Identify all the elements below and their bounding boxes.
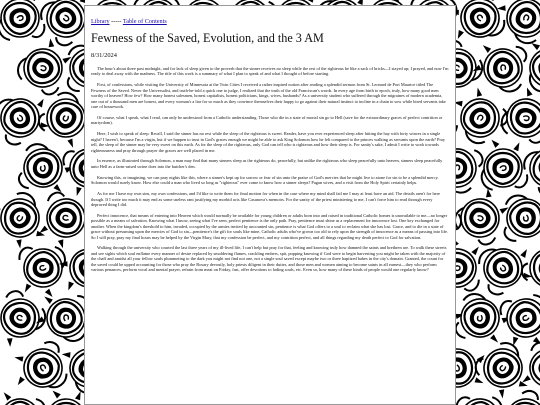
rose-icon: [471, 338, 536, 404]
breadcrumb: [91, 18, 449, 25]
rose-icon: [498, 84, 540, 149]
paragraph-1: The hour's about three past midnight, and for lack of sleep given to the proverb that the sinner receives no sleep while the rest of the righteous be like a sack of bricks—I stayed up; I prayed, and now I'm ready to deal away with the madness. The title of this work is a summary of what I plan to speak of and what I thought of before starting.: [91, 66, 449, 77]
paragraph-2: First, of confessions, while visiting the University of Minnesota at the Twin Cities I received a rather inspired notion after reading a splendid sermon from St. Leonard de Port Maurice titled The Fewness of the Saved. Never the Universalist, and truth-be-told a quick one to judge, I realized that the truth of the old Franciscan's words. In every age from birth to epoch, truly, how many good men worthy of heaven? How few? How many honest salesmen, honest capitalists, honest politicians, kings, wives, husbands? As a university student who suffered through the migraines of modern academia, one out of a thousand men are honest, and every woman's a liar for so much as they convince themselves their happy to go against their natural instinct to incline in a chain to sow while hired servants take care of housework.: [91, 82, 446, 110]
library-link[interactable]: Library: [91, 18, 110, 25]
post-date: 8/31/2024: [91, 52, 117, 59]
paragraph-3: Of course, what I speak, what I read, can only be understood from a Catholic understanding. Those who die in a state of mortal sin go to Hell (save for the extraordinary graces of perfect contrition or martyrdom).: [91, 114, 443, 126]
rose-icon: [470, 36, 531, 94]
rose-icon: [481, 140, 527, 191]
rose-icon: [450, 290, 513, 351]
page-title: Fewness of the Saved, Evolution, and the 3 AM: [91, 31, 324, 45]
rose-icon: [476, 240, 536, 297]
rose-icon: [0, 90, 54, 148]
rose-icon: [491, 387, 540, 405]
content-page: [84, 5, 456, 405]
rose-icon: [446, 81, 512, 148]
paragraph-5: In essence, as illustrated through Solomon, a man may find that many sinners sleep as the righteous do, peacefully, but unlike the righteous who sleep peacefully unto heaven, sinners sleep peacefully unto Hell as a farm-raised swine does into the butcher's den.: [91, 158, 443, 169]
rose-icon: [14, 140, 77, 200]
rose-icon: [453, 394, 504, 405]
paragraph-7: As for me I have my own sins, my own confessions, and I'd like to write them for final motion for when in the case where my mind shall fail me I may at least have an aid. The details aren't for here though. If I write too much it may end as some useless rant justifying my morbid acts like Casanova's memoirs. For the sanity of the priest ministering to me, I can't force him to read through every depraved thing I did.: [91, 191, 440, 207]
rose-icon: [11, 340, 69, 394]
rose-icon: [0, 0, 44, 40]
rose-icon: [500, 194, 540, 247]
paragraph-9: Walking through the university who courted the last three years of my ill-lived life, I can't help but pray for that, feeling and knowing truly how damned the saints and brethren are. To walk these streets and see sights which soul enflame every manner of desire replaced by smoldering flames, crackling embers, spit, popping knowing if God were to begin harvesting you might be taken with the majority of the chaff and amidst all your fellow souls plummeting to the dark you might not find not one, not a single soul saved except maybe two or three baptized babes in the city's domain. Granted, the count for the saved could be upped accounting for those who pray the Rosary devoutly, holy priests diligent in their duties, and those men and women aiming to become saints in all earnest—they who perform various penances, perform vocal and mental prayer, refrain from meat on Friday, fast, offer devotions to fading souls, etc. Even so, how many of these kinds of people would one regularly know?: [91, 245, 447, 273]
paragraph-8: Perfect innocence, that means of entering into Heaven which would normally be available for young children or adults born into and raised in traditional Catholic homes is unavailable to me—no longer possible as a means of salvation. Knowing what I know, seeing what I've seen, perfect penitence is the only path. Pray, penitence must shine as a replacement for innocence lost. One key exchanged for another. When the kingdom's threshold to him, invaded, occupied by the armies invited by uncounted sin, penitence is what God offers to a soul to reclaim what she has lost. Grace, and to die in a state of grace without presuming upon the mercies of God to sin—penitence's the gift for souls like mine, Catholic adults who've grown too old to rely upon the strength of innocence as a means of passing into life. So I will pray, pray my final hours may be helped by the Virgin Mary, that my confession be perfect, and my contrition perfect, and all things regarding my death perfect to God for salvation.: [91, 212, 449, 240]
article-body: [91, 66, 449, 273]
rose-icon: [16, 244, 66, 298]
table-of-contents-link[interactable]: Table of Contents: [122, 18, 167, 25]
nav-separator: -----: [109, 18, 123, 25]
rose-icon: [522, 36, 540, 94]
rose-icon: [0, 188, 53, 255]
paragraph-6: Knowing this, or imagining, we can pray nights like this, where a sinner's kept up for sorrow or fear of sin unto the praise of God's mercies that he might live to atone for sin to be a splendid mercy. Solomon would surely know. How else could a man who lived so long as "righteous" ever come to know how a sinner sleeps? Pagan wives, and a visit from the Holy Spirit certainly helps.: [91, 174, 439, 186]
paragraph-4: Here, I wish to speak of sleep. Recall, I said the sinner has no rest while the sleep of the righteous is sweet. Reader, have you ever experienced sleep after hitting the hay with forty winces in a single night? I haven't, because I'm a virgin, but if we happen to trust in God's graces enough we might be able to ask King Solomon how he felt compared to the princes walking as servants upon the earth? Pray tell, the sleep of the sinner may be very sweet on this earth. As for the sleep of the righteous, only God can tell who is righteous and how their sleep is. For sanity's sake, I admit I write to work towards righteousness and pray through prayer the graces are well placed in me.: [91, 131, 446, 153]
